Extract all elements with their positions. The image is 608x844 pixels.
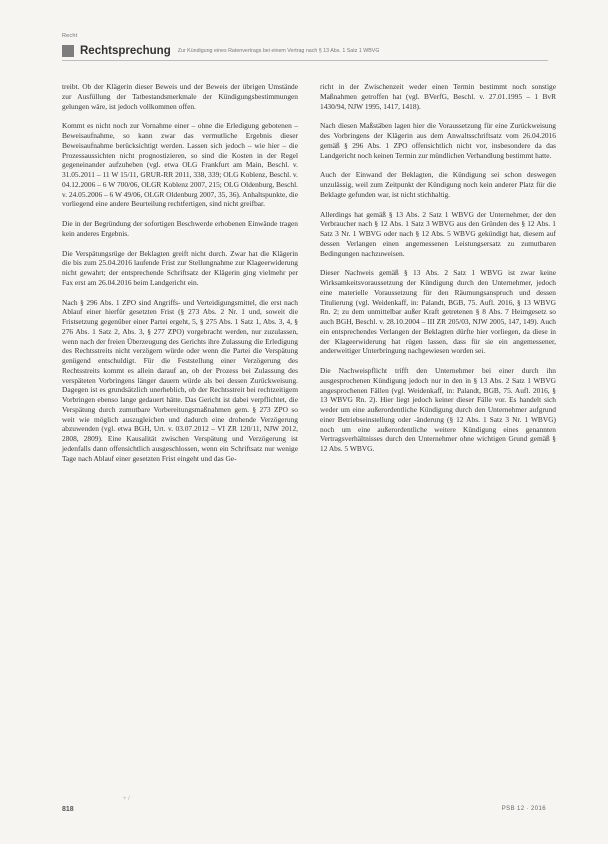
paragraph: Auch der Einwand der Beklagten, die Kündigung sei schon deswegen unzulässig, weil zum Zeitpunkt der Kündigung noch kein anderer Platz für die Beklagte gefunden war, ist nicht stichhaltig. (320, 170, 556, 199)
page-title: Rechtsprechung (80, 45, 171, 57)
paragraph: Die in der Begründung der sofortigen Beschwerde erhobenen Einwände tragen kein anderes Ergebnis. (62, 219, 298, 238)
paragraph: Allerdings hat gemäß § 13 Abs. 2 Satz 1 WBVG der Unternehmer, der den Verbraucher nach § 12 Abs. 1 Satz 3 WBVG aus den Gründen des § 12 Abs. 1 Satz 3 Nr. 1 WBVG oder nach § 12 Abs. 5 WBVG gekündigt hat, diesem auf dessen Verlangen einen angemessenen Leistungsersatz zu zumutbaren Bedingungen nachzuweisen. (320, 209, 556, 258)
left-column (62, 82, 298, 473)
page-header (62, 44, 548, 58)
paragraph: treibt. Ob der Klägerin dieser Beweis und der Beweis der übrigen Umstände zur Ausfüllung der Tatbestandsmerkmale der Kündigungsbestimmungen gelungen wäre, ist jedoch vollkommen offen. (62, 82, 298, 111)
paragraph: richt in der Zwischenzeit weder einen Termin bestimmt noch sonstige Maßnahmen getroffen hat (vgl. BVerfG, Beschl. v. 27.01.1995 – 1 BvR 1430/94, NJW 1995, 1417, 1418). (320, 82, 556, 111)
header-divider (62, 60, 548, 61)
page-subtitle: Zur Kündigung eines Ratenvertrags bei einem Vertrag nach § 13 Abs. 1 Satz 1 WBVG (177, 48, 380, 54)
paragraph: Nach diesen Maßstäben lagen hier die Voraussetzung für eine Zurückweisung des Vorbringens der Klägerin aus dem Anwaltsschriftsatz vom 26.04.2016 gemäß § 296 Abs. 1 ZPO offensichtlich nicht vor, insbesondere da das Landgericht noch keinen Termin zur mündlichen Verhandlung bestimmt hatte. (320, 121, 556, 160)
paragraph: Kommt es nicht noch zur Vornahme einer – ohne die Erledigung gebotenen – Beweisaufnahme, so kann zwar das vermutliche Ergebnis dieser Beweisaufnahme berücksichtigt werden. Lassen sich jedoch – wie hier – die Prozessaussichten nicht prognostizieren, so sind die Kosten in der Regel gegeneinander aufzuheben (vgl. etwa OLG Frankfurt am Main, Beschl. v. 31.05.2011 – 11 W 15/11, GRUR-RR 2011, 338, 339; OLG Koblenz, Beschl. v. 04.12.2006 – 6 W 700/06, OLGR Koblenz 2007, 215; OLG Oldenburg, Beschl. v. 24.05.2006 – 6 W 49/06, OLGR Oldenburg 2007, 35, 36). Anhaltspunkte, die vorliegend eine andere Beurteilung rechtfertigen, sind nicht greifbar. (62, 121, 299, 209)
footer-mark: + / (123, 796, 130, 802)
page-number: 818 (62, 806, 74, 813)
section-label: Recht (62, 33, 78, 39)
paragraph: Dieser Nachweis gemäß § 13 Abs. 2 Satz 1 WBVG ist zwar keine Wirksamkeitsvoraussetzung der Kündigung durch den Unternehmer, jedoch eine materielle Voraussetzung für den Räumungsanspruch und dessen Titulierung (vgl. Weidenkaff, in: Palandt, BGB, 75. Aufl. 2016, § 13 WBVG Rn. 2; zu dem unmittelbar außer Kraft getretenen § 8 Abs. 7 Heimgesetz so auch BGH, Beschl. v. 28.10.2004 – III ZR 205/03, NJW 2005, 147, 149). Auch ein entsprechendes Verlangen der Beklagten dürfte hier vorliegen, da diese in der Klageerwiderung hat rügen lassen, dass für sie ein angemessener, anderweitiger Unterbringung nachgewiesen worden sei. (320, 268, 556, 356)
paragraph: Die Verspätungsrüge der Beklagten greift nicht durch. Zwar hat die Klägerin die bis zum 25.04.2016 laufende Frist zur Stellungnahme zur Klageerwiderung nicht gewahrt; der entsprechende Schriftsatz der Klägerin ging vielmehr per Fax erst am 26.04.2016 beim Landgericht ein. (62, 248, 298, 287)
section-marker-icon (62, 45, 74, 57)
right-column (320, 82, 556, 464)
paragraph: Nach § 296 Abs. 1 ZPO sind Angriffs- und Verteidigungsmittel, die erst nach Ablauf einer hierfür gesetzten Frist (§ 273 Abs. 2 Nr. 1 und, soweit die Fristsetzung gegenüber einer Partei ergeht, 5, § 275 Abs. 1 Satz 1, Abs. 3, 4, § 276 Abs. 1 Satz 2, Abs. 3, § 277 ZPO) vorgebracht werden, nur zuzulassen, wenn nach der freien Überzeugung des Gerichts ihre Zulassung die Erledigung des Rechtsstreits nicht verzögern würde oder wenn die Partei die Verspätung genügend entschuldigt. Für die Feststellung einer Verzögerung des Rechtsstreits kommt es allein darauf an, ob der Prozess bei Zulassung des verspäteten Vorbringens länger dauern würde als bei dessen Zurückweisung. Dagegen ist es grundsätzlich unerheblich, ob der Rechtsstreit bei rechtzeitigem Vorbringen ebenso lange gedauert hätte. Das Gericht ist dabei verpflichtet, die Verspätung durch zumutbare Vorbereitungsmaßnahmen gem. § 273 ZPO so weit wie möglich auszugleichen und dadurch eine drohende Verzögerung abzuwenden (vgl. etwa BGH, Urt. v. 03.07.2012 – VI ZR 120/11, NJW 2012, 2808, 2809). Eine Kausalität zwischen Verspätung und Verzögerung ist jedenfalls dann offensichtlich ausgeschlossen, wenn ein Schriftsatz nur wenige Tage nach Ablauf einer gesetzten Frist eingeht und das Ge- (62, 297, 298, 463)
paragraph: Die Nachweispflicht trifft den Unternehmer bei einer durch ihn ausgesprochenen Kündigung jedoch nur in den in § 13 Abs. 2 Satz 1 WBVG angesprochenen Fällen (vgl. Weidenkaff, in: Palandt, BGB, 75. Aufl. 2016, § 13 WBVG Rn. 2). Hier liegt jedoch keiner dieser Fälle vor. Es handelt sich weder um eine außerordentliche Kündigung durch den Unternehmer aufgrund einer Betriebseinstellung oder -änderung (§ 12 Abs. 1 Satz 3 Nr. 1 WBVG) noch um eine außerordentliche weitere Kündigung eines genannten Vertragsverhältnisses durch den Unternehmer ohne wichtigen Grund gemäß § 12 Abs. 5 WBVG. (320, 366, 556, 453)
journal-reference: PSB 12 · 2016 (501, 806, 546, 812)
